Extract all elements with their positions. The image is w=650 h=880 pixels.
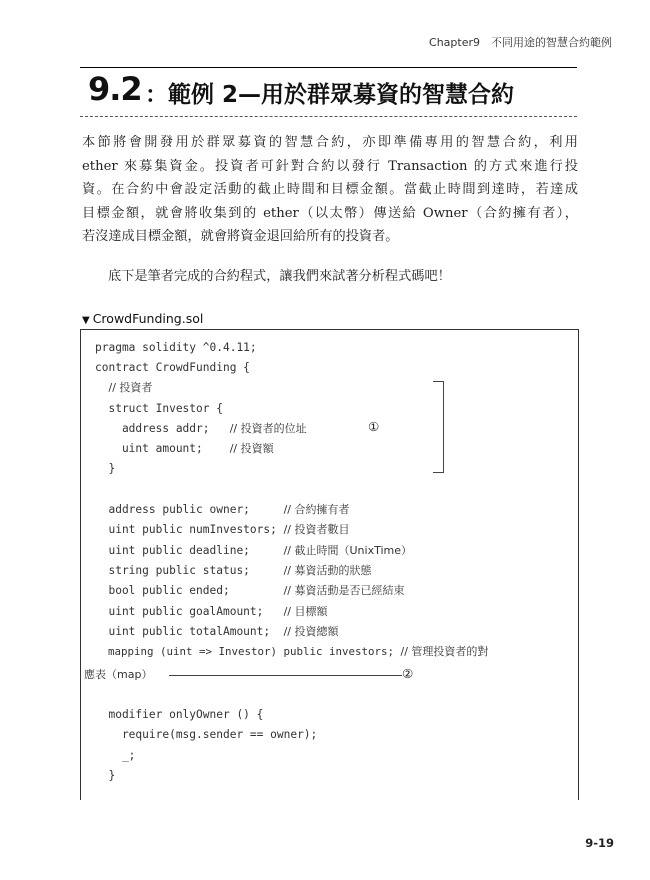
triangle-marker-icon: ▼: [82, 315, 90, 326]
code-line: address addr; // 投資者的位址: [95, 422, 307, 435]
code-line: require(msg.sender == owner);: [95, 728, 318, 741]
code-listing: [80, 329, 579, 800]
paragraph-line: 目標金額，就會將收集到的 ether（以太幣）傳送給 Owner（合約擁有者），: [82, 205, 578, 221]
paragraph-line: 若沒達成目標金額，就會將資金退回給所有的投資者。: [82, 229, 399, 244]
code-line: uint public totalAmount; // 投資總額: [95, 625, 339, 638]
paragraph-line: 底下是筆者完成的合約程式，讓我們來試著分析程式碼吧！: [108, 269, 451, 284]
code-line: }: [95, 462, 116, 475]
code-line: bool public ended; // 募資活動是否已經結束: [95, 584, 405, 597]
code-line: mapping (uint => Investor) public investors; // 管理投資者的對: [95, 645, 489, 658]
code-line: uint public deadline; // 截止時間（UnixTime）: [95, 544, 413, 557]
code-filename: CrowdFunding.sol: [92, 311, 204, 326]
code-line: pragma solidity ^0.4.11;: [95, 341, 257, 354]
code-line: contract CrowdFunding {: [95, 361, 250, 374]
callout-marker-1: ①: [368, 419, 380, 434]
callout-marker-2: ②: [402, 666, 414, 681]
running-header: Chapter9 不同用途的智慧合約範例: [429, 36, 612, 49]
header-rule: [80, 67, 577, 68]
paragraph-line: 資。在合約中會設定活動的截止時間和目標金額。當截止時間到達時，若達成: [82, 182, 578, 197]
code-line: modifier onlyOwner () {: [95, 708, 264, 721]
title-divider: [80, 116, 577, 117]
code-line: string public status; // 募資活動的狀態: [95, 564, 372, 577]
code-line: _;: [95, 749, 136, 762]
code-line: uint amount; // 投資額: [95, 442, 274, 455]
page-number: 9-19: [585, 836, 614, 850]
section-number: 9.2: [88, 70, 142, 108]
code-line: }: [95, 769, 116, 782]
intro-paragraph: [82, 131, 578, 249]
struct-bracket: [433, 381, 444, 473]
paragraph-line: ether 來募集資金。投資者可針對合約以發行 Transaction 的方式來進行投: [82, 158, 578, 174]
paragraph-line: 本節將會開發用於群眾募資的智慧合約，亦即準備專用的智慧合約，利用: [82, 135, 578, 150]
code-line: // 投資者: [108, 381, 153, 394]
code-caption: [82, 311, 203, 326]
lead-in-paragraph: [82, 265, 578, 289]
code-line: uint public numInvestors; // 投資者數目: [95, 523, 350, 536]
code-line: struct Investor {: [95, 402, 223, 415]
code-line: address public owner; // 合約擁有者: [95, 503, 350, 516]
callout-leader-line: [169, 675, 402, 676]
code-line: uint public goalAmount; // 目標額: [95, 605, 328, 618]
code-line: 應表（map）: [84, 668, 153, 681]
section-title: ：範例 2—用於群眾募資的智慧合約: [145, 82, 515, 108]
